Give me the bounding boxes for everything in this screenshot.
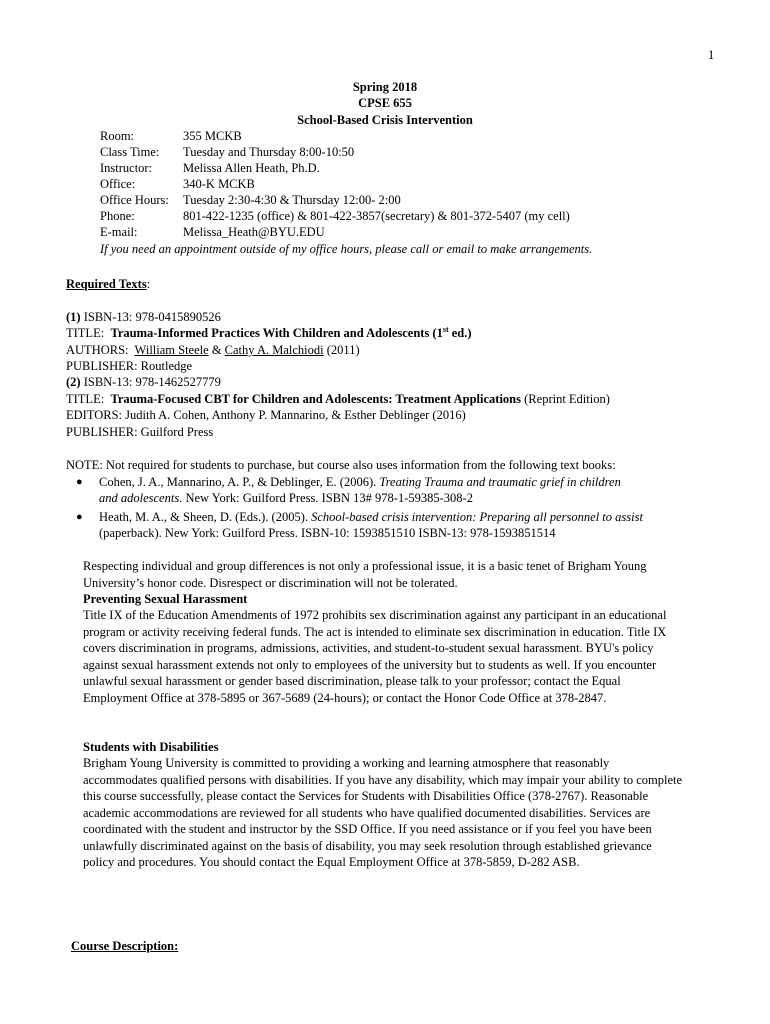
note-bullet2-line2: (paperback). New York: Guilford Press. ISBN-10: 1593851510 ISBN-13: 978-1593851514 (99, 526, 556, 540)
book1-authors-amp: & (211, 343, 222, 357)
book1-publisher: PUBLISHER: Routledge (66, 359, 193, 373)
harassment-paragraph: Title IX of the Education Amendments of 1972 prohibits sex discrimination against any participant in an educational program or activity receiving federal funds. The act is intended to eliminate sex discrimination in education. Title IX covers discrimination in programs, admissions, activities, and student-to-student sexual harassment. BYU's policy against sexual harassment extends not only to employees of the university but to students as well. If you encounter unlawful sexual harassment or gender based discrimination, please talk to your professor; contact the Equal Employment Office at 378-5895 or 367-5689 (24-hours); or contact the Honor Code Office at 378-2847. (83, 608, 667, 705)
note-intro: NOTE: Not required for students to purchase, but course also uses information from the following text books: (66, 458, 616, 472)
info-office (100, 176, 255, 193)
info-office-hours (100, 192, 401, 209)
book1-title-text: Trauma-Informed Practices With Children and Adolescents (1 (110, 326, 443, 340)
book1-authors (66, 342, 360, 359)
note-bullet1-line2 (99, 490, 473, 507)
bullet1-authors: Cohen, J. A., Mannarino, A. P., & Deblinger, E. (2006). (99, 475, 380, 489)
info-label: Instructor: (100, 161, 153, 175)
info-label: E-mail: (100, 225, 138, 239)
page-number: 1 (708, 48, 715, 62)
book2-publisher: PUBLISHER: Guilford Press (66, 425, 214, 439)
info-value: 340-K MCKB (183, 177, 255, 191)
harassment-heading: Preventing Sexual Harassment (83, 592, 248, 606)
bullet-icon: ● (76, 511, 83, 523)
book2-title-label: TITLE: (66, 392, 105, 406)
book1-isbn-text: ISBN-13: 978-0415890526 (83, 310, 221, 324)
book2-isbn-text: ISBN-13: 978-1462527779 (83, 375, 221, 389)
bullet1-title-a: Treating Trauma and traumatic grief in children (379, 475, 621, 489)
info-value: Melissa Allen Heath, Ph.D. (183, 161, 320, 175)
info-label: Office Hours: (100, 193, 169, 207)
info-label: Phone: (100, 209, 135, 223)
bullet-icon: ● (76, 476, 83, 488)
bullet1-title-b: and adolescents (99, 491, 180, 505)
note-bullet1-line1 (99, 474, 621, 491)
book1-title-end: ed.) (448, 326, 472, 340)
book1-author-link[interactable]: Cathy A. Malchiodi (224, 343, 324, 357)
book2-number: (2) (66, 375, 81, 389)
required-texts-label: Required Texts (66, 277, 147, 291)
info-value: Tuesday and Thursday 8:00-10:50 (183, 145, 355, 159)
info-instructor (100, 160, 320, 177)
bullet2-title: School-based crisis intervention: Preparing all personnel to assist (311, 510, 643, 524)
book2-editors: EDITORS: Judith A. Cohen, Anthony P. Mannarino, & Esther Deblinger (2016) (66, 408, 466, 422)
info-phone (100, 208, 570, 225)
note-bullet2-line1 (99, 509, 643, 526)
info-class-time (100, 144, 354, 161)
book2-isbn (66, 374, 221, 391)
info-value: 801-422-1235 (office) & 801-422-3857(secretary) & 801-372-5407 (my cell) (183, 209, 570, 223)
info-email (100, 224, 325, 241)
info-label: Room: (100, 129, 135, 143)
book2-edition: (Reprint Edition) (524, 392, 610, 406)
book1-title-label: TITLE: (66, 326, 105, 340)
book2-title-text: Trauma-Focused CBT for Children and Adolescents: Treatment Applications (110, 392, 522, 406)
course-code-heading: CPSE 655 (358, 96, 412, 110)
term-heading: Spring 2018 (352, 80, 418, 94)
book1-number: (1) (66, 310, 81, 324)
required-texts-heading (66, 276, 150, 293)
info-label: Class Time: (100, 145, 160, 159)
book1-year: (2011) (326, 343, 360, 357)
course-title-heading: School-Based Crisis Intervention (297, 113, 473, 127)
book1-title-sup: st (442, 324, 449, 334)
disabilities-heading: Students with Disabilities (83, 740, 219, 754)
respect-paragraph: Respecting individual and group differences is not only a professional issue, it is a basic tenet of Brigham Young University’s honor code. Disrespect or discrimination will not be tolerated. (83, 559, 647, 590)
required-texts-colon: : (146, 277, 151, 291)
bullet2-authors: Heath, M. A., & Sheen, D. (Eds.). (2005). (99, 510, 312, 524)
book1-isbn (66, 309, 221, 326)
bullet1-rest: . New York: Guilford Press. ISBN 13# 978-1-59385-308-2 (179, 491, 473, 505)
book2-title (66, 391, 610, 408)
info-value[interactable]: Melissa_Heath@BYU.EDU (183, 225, 325, 239)
book1-authors-label: AUTHORS: (66, 343, 129, 357)
info-room (100, 128, 242, 145)
course-description-heading: Course Description: (71, 939, 179, 953)
info-value: Tuesday 2:30-4:30 & Thursday 12:00- 2:00 (183, 193, 401, 207)
appointment-note: If you need an appointment outside of my office hours, please call or email to make arrangements. (100, 242, 593, 256)
info-label: Office: (100, 177, 136, 191)
book1-author-link[interactable]: William Steele (134, 343, 209, 357)
disabilities-paragraph: Brigham Young University is committed to providing a working and learning atmosphere that reasonably accommodates qualified persons with disabilities. If you have any disability, which may impair your ability to complete this course successfully, please contact the Services for Students with Disabilities Office (378-2767). Reasonable academic accommodations are reviewed for all students who have qualified documented disabilities. Services are coordinated with the student and instructor by the SSD Office. If you need assistance or if you feel you have been unlawfully discriminated against on the basis of disability, you may seek resolution through established grievance policy and procedures. You should contact the Equal Employment Office at 378-5859, D-282 ASB. (83, 756, 683, 869)
info-value: 355 MCKB (183, 129, 242, 143)
book1-title (66, 325, 472, 342)
